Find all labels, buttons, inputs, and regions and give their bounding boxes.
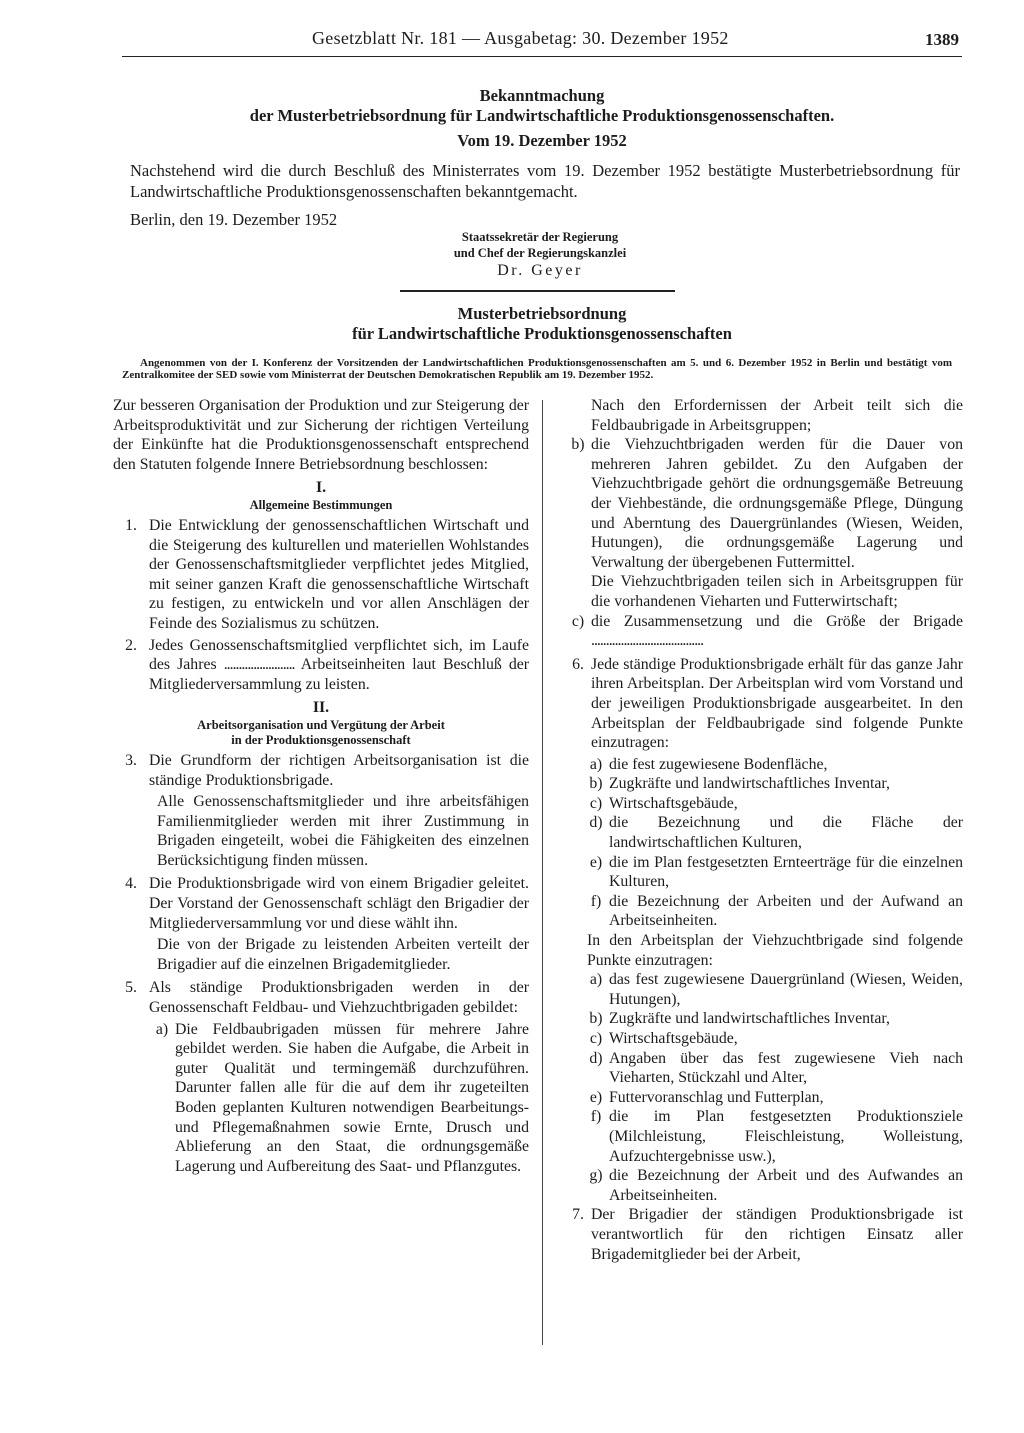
- ordinance-subtitle: für Landwirtschaftliche Produktionsgenossenschaften: [352, 324, 732, 343]
- ordinance-title: Musterbetriebsordnung: [457, 304, 627, 323]
- paragraph-number: 4.: [125, 875, 137, 893]
- column-divider: [542, 400, 543, 1345]
- signatory-name: Dr. Geyer: [497, 262, 583, 279]
- list-item-text: Wirtschaftsgebäude,: [609, 1030, 738, 1047]
- paragraph-number: 1.: [125, 516, 137, 534]
- left-column: [113, 396, 529, 1176]
- paragraph-text: Die Produktionsbrigade wird von einem Brigadier geleitet. Der Vorstand der Genossenschaft schlägt den Brigadier der Mitgliederversammlung vor und diese wählt ihn.: [149, 875, 529, 932]
- section-number: II.: [312, 699, 330, 717]
- sub-item-text: [591, 612, 963, 651]
- list-item-text: die fest zugewiesene Bodenfläche,: [609, 755, 828, 773]
- list-item-label: a): [589, 755, 603, 773]
- fill-in-dots: ........................: [223, 656, 295, 674]
- list-item-text: die Bezeichnung und die Fläche der landwirtschaftlichen Kulturen,: [609, 814, 963, 852]
- header-rule: [122, 56, 962, 57]
- list-item-label: g): [589, 1167, 603, 1185]
- paragraph-5: [113, 978, 529, 1017]
- announcement-text: Nachstehend wird die durch Beschluß des Ministerrates vom 19. Dezember 1952 bestätigte Musterbetriebsordnung für Landwirtschaftliche Produktionsgenossenschaften bekanntgemacht.: [130, 161, 960, 201]
- paragraph-text: Als ständige Produktionsbrigaden werden in der Genossenschaft Feldbau- und Viehzuchtbrigaden gebildet:: [149, 979, 529, 1017]
- list-item: [583, 1107, 963, 1166]
- section-title-line: Arbeitsorganisation und Vergütung der Arbeit: [197, 717, 445, 732]
- list-item-label: f): [590, 1108, 602, 1126]
- list-item: [583, 794, 963, 814]
- paragraph-text-part: Arbeitseinheiten laut Beschluß der Mitgliederversammlung zu leisten.: [149, 656, 530, 693]
- paragraph-text: Die Grundform der richtigen Arbeitsorganisation ist die ständige Produktionsbrigade.: [149, 751, 529, 789]
- paragraph-3: [113, 751, 529, 790]
- sub-item-b: [565, 435, 963, 572]
- list-item: [583, 813, 963, 852]
- section-rule: [400, 290, 675, 292]
- paragraph-continuation: In den Arbeitsplan der Viehzuchtbrigade sind folgende Punkte einzutragen:: [587, 932, 963, 969]
- list-item-text: Angaben über das fest zugewiesene Vieh nach Vieharten, Stückzahl und Alter,: [609, 1049, 963, 1087]
- paragraph-7: [565, 1205, 963, 1264]
- list-item-label: b): [589, 1010, 603, 1028]
- paragraph-6: [565, 655, 963, 753]
- paragraph-number: 6.: [572, 655, 584, 673]
- place-date: Berlin, den 19. Dezember 1952: [130, 210, 338, 229]
- list-item: [583, 774, 963, 794]
- paragraph-number: 7.: [572, 1206, 584, 1224]
- list-item-text: die Bezeichnung der Arbeit und des Aufwandes an Arbeitseinheiten.: [609, 1167, 963, 1204]
- announcement-date: Vom 19. Dezember 1952: [457, 131, 627, 150]
- list-item-text: die im Plan festgesetzten Ernteerträge für die einzelnen Kulturen,: [609, 853, 963, 891]
- list-item-text: Futtervoranschlag und Futterplan,: [609, 1088, 824, 1106]
- sub-item-text: die Viehzuchtbrigaden werden für die Dauer von mehreren Jahren gebildet. Zu den Aufgaben der Viehzuchtbrigade gehört die ordnungsgemäße Betreuung der Viehbestände, die ordnungsgemäße Pflege, Düngung und Aberntung des Dauergrünlandes (Wiesen, Weiden, Hutungen), die ordnungsgemäße Lagerung und Verwaltung der übergebenen Futtermittel.: [591, 436, 963, 571]
- list-item: [583, 1088, 963, 1108]
- sub-item-text: Die Feldbaubrigaden müssen für mehrere Jahre gebildet werden. Sie haben die Aufgabe, die Arbeit in guter Qualität und termingemäß durchzuführen. Darunter fallen alle für die auf dem ihr zugeteilten Boden geplanten Kulturen notwendigen Bearbeitungs- und Pflegemaßnahmen sowie Ernte, Drusch und Ablieferung an den Staat, die ordnungsgemäße Lagerung und Aufbereitung des Saat- und Pflanzgutes.: [175, 1020, 529, 1175]
- section-title: Allgemeine Bestimmungen: [249, 497, 393, 512]
- list-item-text: Zugkräfte und landwirtschaftliches Inventar,: [609, 775, 890, 793]
- signatory-block: [390, 229, 690, 261]
- announcement-subtitle: der Musterbetriebsordnung für Landwirtschaftliche Produktionsgenossenschaften.: [249, 106, 835, 125]
- list-item-text: die im Plan festgesetzten Produktionsziele (Milchleistung, Fleischleistung, Wolleistung, Aufzuchtergebnisse usw.),: [609, 1108, 963, 1165]
- preamble: Zur besseren Organisation der Produktion und zur Steigerung der Arbeitsproduktivität und zur Sicherung der richtigen Verteilung der Einkünfte hat die Produktionsgenossenschaft entsprechend den Statuten folgende Innere Betriebsordnung beschlossen:: [113, 397, 529, 473]
- list-item: [583, 892, 963, 931]
- paragraph-4: [113, 874, 529, 933]
- sub-item-label: c): [571, 612, 585, 630]
- list-item: [583, 1029, 963, 1049]
- right-column: [565, 396, 963, 1266]
- list-item-text: die Bezeichnung der Arbeiten und der Aufwand an Arbeitseinheiten.: [609, 892, 963, 930]
- list-item-label: e): [589, 1088, 603, 1106]
- list-item-label: d): [589, 814, 603, 832]
- list-item-text: Zugkräfte und landwirtschaftliches Inventar,: [609, 1010, 890, 1028]
- sub-item-text-part: die Zusammensetzung und die Größe der Brigade: [591, 612, 963, 630]
- list-item-label: b): [589, 775, 603, 793]
- list-item: [583, 853, 963, 892]
- sub-item-continuation: Nach den Erfordernissen der Arbeit teilt sich die Feldbaubrigade in Arbeitsgruppen;: [591, 397, 963, 434]
- paragraph-1: [113, 516, 529, 634]
- paragraph-text: Jede ständige Produktionsbrigade erhält für das ganze Jahr ihren Arbeitsplan. Der Arbeitsplan wird vom Vorstand und der jeweiligen Produktionsbrigade ausgearbeitet. In den Arbeitsplan der Feldbaubrigade sind folgende Punkte einzutragen:: [591, 655, 963, 752]
- paragraph-text: [149, 636, 529, 695]
- announcement-title: Bekanntmachung: [479, 86, 605, 105]
- paragraph-continuation: Alle Genossenschaftsmitglieder und ihre arbeitsfähigen Familienmitglieder werden mit ihrer Zustimmung in Brigaden eingeteilt, wobei die Fähigkeiten des einzelnen Berücksichtigung finden müssen.: [157, 793, 529, 869]
- signatory-title-2: und Chef der Regierungskanzlei: [453, 246, 627, 260]
- page-number: 1389: [925, 30, 959, 49]
- list-item-label: a): [589, 971, 603, 989]
- paragraph-continuation: Die von der Brigade zu leistenden Arbeiten verteilt der Brigadier auf die einzelnen Brigademitglieder.: [157, 936, 529, 973]
- sub-item-label: b): [571, 436, 585, 454]
- list-item-label: d): [589, 1049, 603, 1067]
- paragraph-number: 3.: [125, 751, 137, 769]
- sub-item-a: [113, 1020, 529, 1177]
- livestock-brigade-list: [565, 970, 963, 1205]
- paragraph-text: Der Brigadier der ständigen Produktionsbrigade ist verantwortlich für den richtigen Einsatz aller Brigademitglieder bei der Arbeit,: [591, 1206, 963, 1263]
- running-header: Gesetzblatt Nr. 181 — Ausgabetag: 30. Dezember 1952: [312, 28, 729, 48]
- section-title: [113, 718, 529, 748]
- paragraph-number: 2.: [125, 636, 137, 654]
- list-item: [583, 755, 963, 775]
- field-brigade-list: [565, 755, 963, 931]
- sub-item-label: a): [155, 1020, 169, 1038]
- section-number: I.: [315, 479, 327, 497]
- list-item-label: c): [589, 1030, 603, 1047]
- sub-item-c: [565, 612, 963, 651]
- sub-item-continuation: Die Viehzuchtbrigaden teilen sich in Arbeitsgruppen für die vorhandenen Vieharten und Futterwirtschaft;: [591, 573, 963, 610]
- list-item-text: das fest zugewiesene Dauergrünland (Wiesen, Weiden, Hutungen),: [609, 971, 963, 1008]
- list-item: [583, 1009, 963, 1029]
- list-item: [583, 970, 963, 1009]
- list-item-label: f): [590, 892, 602, 910]
- list-item-label: e): [589, 853, 603, 871]
- section-title-line: in der Produktionsgenossenschaft: [231, 732, 411, 747]
- list-item-text: Wirtschaftsgebäude,: [609, 794, 738, 812]
- signatory-title-1: Staatssekretär der Regierung: [461, 230, 619, 244]
- paragraph-number: 5.: [125, 979, 137, 997]
- list-item: [583, 1166, 963, 1205]
- fill-in-dots: ......................................: [591, 632, 704, 650]
- list-item: [583, 1049, 963, 1088]
- paragraph-text-part: Jedes Genossenschaftsmitglied verpflichtet sich, im Laufe des Jahres: [149, 636, 529, 674]
- paragraph-2: [113, 636, 529, 695]
- adoption-note: Angenommen von der I. Konferenz der Vorsitzenden der Landwirtschaftlichen Produktionsgenossenschaften am 5. und 6. Dezember 1952 in Berlin und bestätigt vom Zentralkomitee der SED sowie vom Ministerrat der Deutschen Demokratischen Republik am 19. Dezember 1952.: [122, 357, 952, 381]
- paragraph-text: Die Entwicklung der genossenschaftlichen Wirtschaft und die Steigerung des kulturellen und materiellen Wohlstandes der Genossenschaftsmitglieder verpflichtet jedes Mitglied, mit seiner ganzen Kraft die genossenschaftliche Wirtschaft zu festigen, zu entwickeln und vor allen Anschlägen der Feinde des Sozialismus zu schützen.: [149, 516, 529, 632]
- list-item-label: c): [589, 794, 603, 812]
